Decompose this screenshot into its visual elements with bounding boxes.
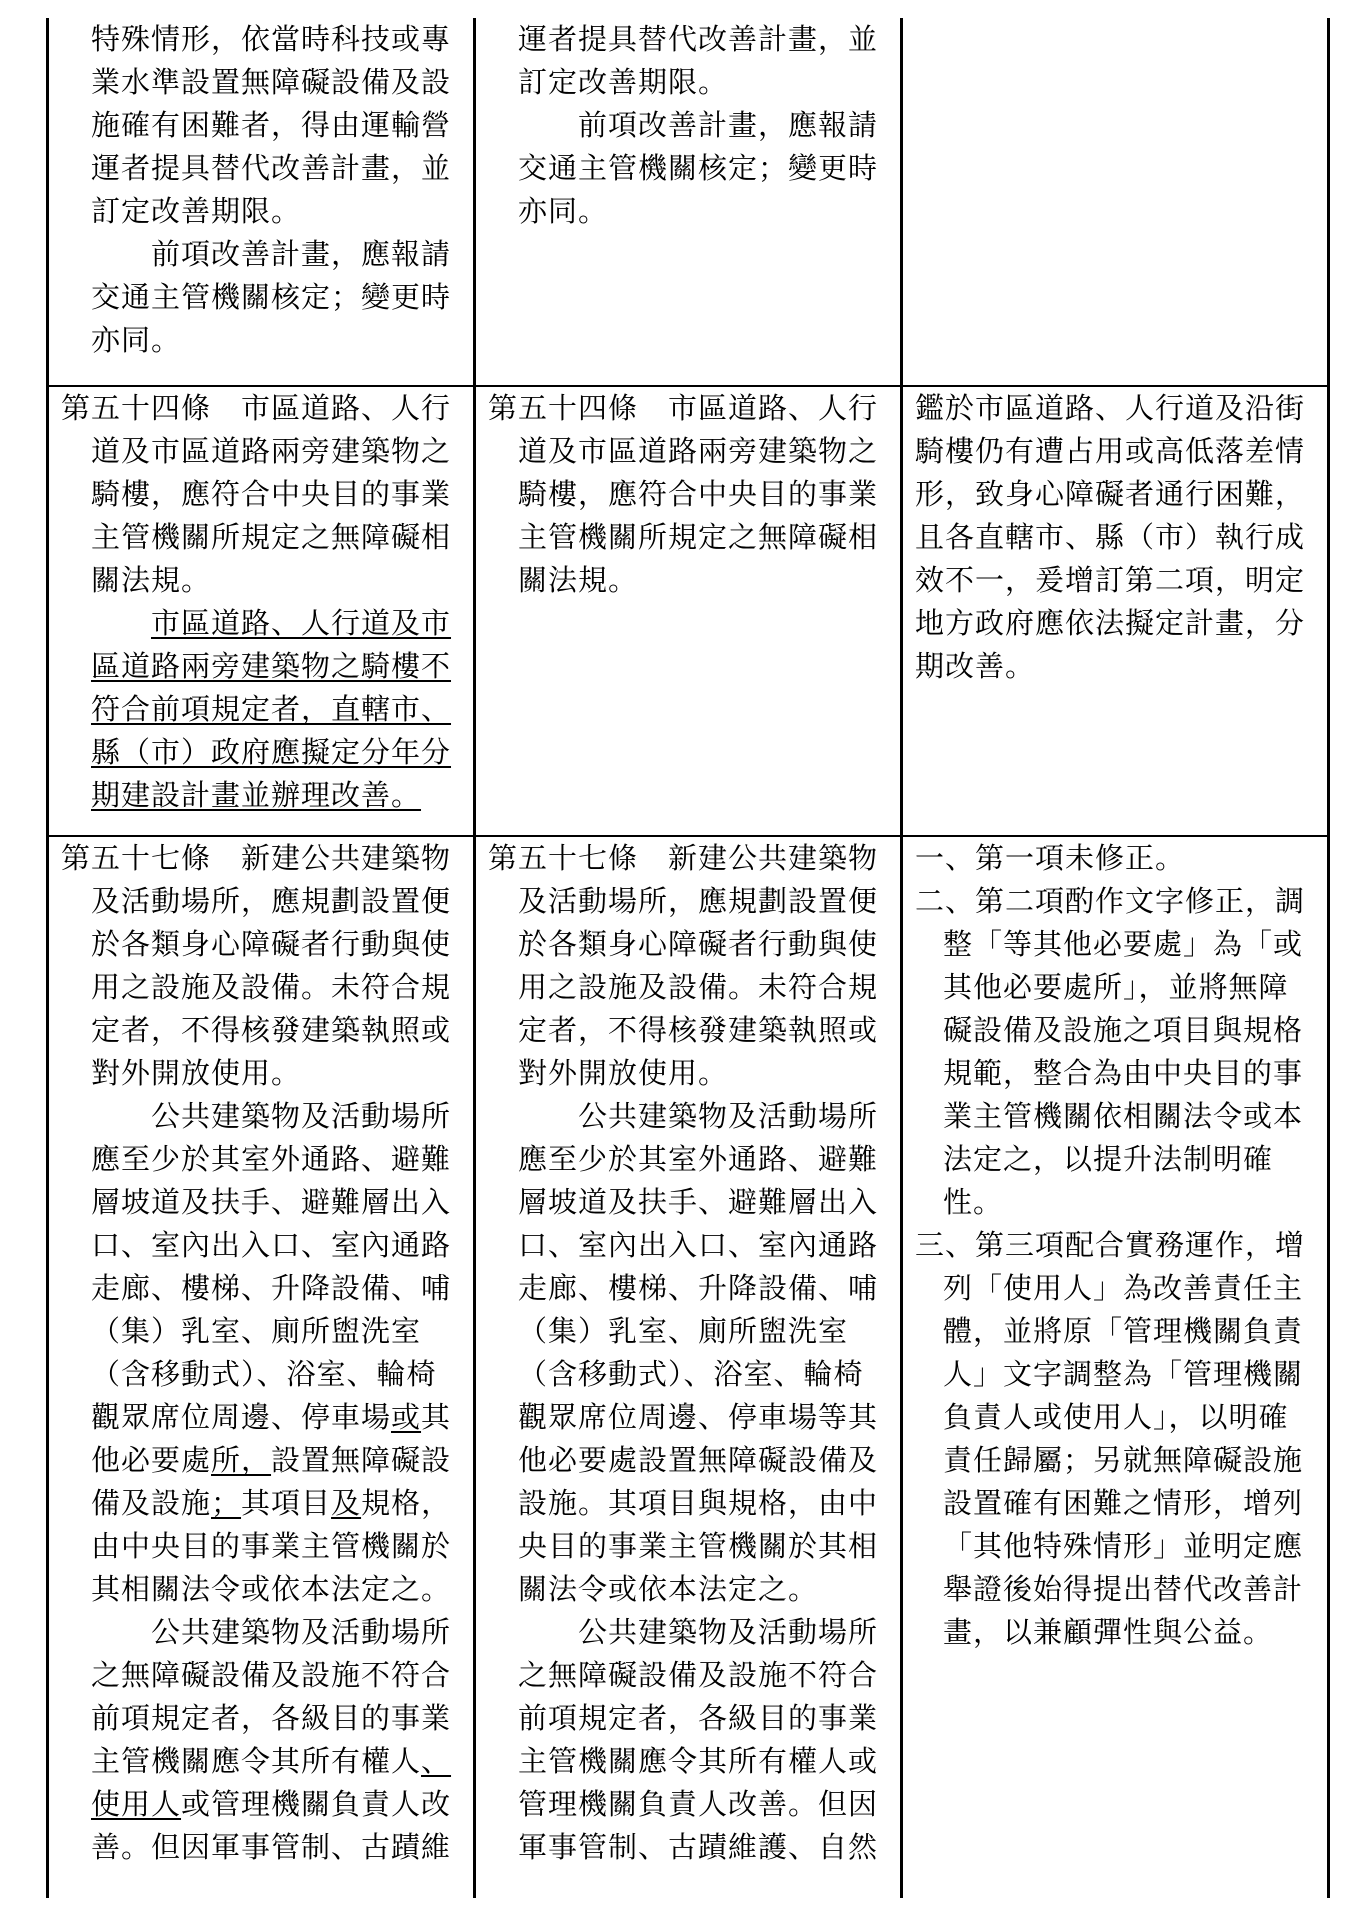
explanation-item: 一、第一項未修正。	[915, 841, 1186, 875]
article-number: 第五十四條	[61, 391, 212, 425]
paragraph-text: 公共建築物及活動場所應至少於其室外通路、避難層坡道及扶手、避難層出入口、室內出入口、室內通路走廊、樓梯、升降設備、哺（集）乳室、廁所盥洗室（含移動式）、浴室、輪椅觀眾席位周邊、停車場	[91, 1099, 452, 1434]
paragraph	[61, 1611, 461, 1869]
paragraph: 前項改善計畫，應報請交通主管機關核定；變更時亦同。	[518, 108, 879, 228]
current-text-cell	[475, 386, 902, 836]
current-text-cell	[475, 18, 902, 386]
explanation-cell	[902, 836, 1329, 1898]
added-text: 所，	[211, 1443, 272, 1477]
paragraph-text: 規格，由中央目的事業主管機關於其相關法令或依本法定之。	[91, 1486, 452, 1606]
paragraph-text: 新建公共建築物及活動場所，應規劃設置便於各類身心障礙者行動與使用之設施及設備。未符合規定者，不得核發建築執照或對外開放使用。	[518, 841, 879, 1090]
amendment-comparison-table	[46, 18, 1330, 1898]
paragraph	[61, 1095, 461, 1611]
explanation-item: 二、第二項酌作文字修正，調整「等其他必要處」為「或其他必要處所」，並將無障礙設備及設施之項目與規格規範，整合為由中央目的事業主管機關依相關法令或本法定之，以提升法制明確性。	[915, 884, 1306, 1219]
paragraph-text: 其他必要處	[91, 1400, 452, 1477]
amended-text-cell	[48, 836, 475, 1898]
explanation-cell	[902, 386, 1329, 836]
current-text-cell	[475, 836, 902, 1898]
paragraph-text: 市區道路、人行道及市區道路兩旁建築物之騎樓，應符合中央目的事業主管機關所規定之無障礙相關法規。	[91, 391, 452, 597]
paragraph	[61, 602, 461, 817]
paragraph-text: 新建公共建築物及活動場所，應規劃設置便於各類身心障礙者行動與使用之設施及設備。未符合規定者，不得核發建築執照或對外開放使用。	[91, 841, 452, 1090]
explanation-item: 三、第三項配合實務運作，增列「使用人」為改善責任主體，並將原「管理機關負責人」文字調整為「管理機關負責人或使用人」，以明確責任歸屬；另就無障礙設施設置確有困難之情形，增列「其他特殊情形」並明定應舉證後始得提出替代改善計畫，以兼顧彈性與公益。	[915, 1228, 1306, 1649]
added-text: 及	[331, 1486, 362, 1520]
explanation-cell	[902, 18, 1329, 386]
article-number: 第五十七條	[488, 841, 639, 875]
article-paragraph	[488, 387, 888, 602]
table-row	[48, 836, 1329, 1898]
explanation-text: 鑑於市區道路、人行道及沿街騎樓仍有遭占用或高低落差情形，致身心障礙者通行困難，且各直轄市、縣（市）執行成效不一，爰增訂第二項，明定地方政府應依法擬定計畫，分期改善。	[915, 391, 1306, 683]
added-text: 或	[391, 1400, 422, 1434]
paragraph-text: 或管理機關負責人改善。但因軍事管制、古蹟維	[91, 1787, 452, 1864]
paragraph: 公共建築物及活動場所之無障礙設備及設施不符合前項規定者，各級目的事業主管機關應令其所有權人或管理機關負責人改善。但因軍事管制、古蹟維護、自然	[518, 1615, 879, 1864]
paragraph-text: 市區道路、人行道及市區道路兩旁建築物之騎樓，應符合中央目的事業主管機關所規定之無障礙相關法規。	[518, 391, 879, 597]
paragraph-text: 設置無障礙設備及設施	[91, 1443, 452, 1520]
added-text: 市區道路、人行道及市區道路兩旁建築物之騎樓不符合前項規定者，直轄市、縣（市）政府應擬定分年分期建設計畫並辦理改善。	[91, 606, 452, 812]
paragraph: 前項改善計畫，應報請交通主管機關核定；變更時亦同。	[91, 237, 452, 357]
amended-text-cell	[48, 18, 475, 386]
added-text: ；	[211, 1486, 242, 1520]
article-paragraph	[61, 387, 461, 602]
article-paragraph	[61, 837, 461, 1095]
paragraph: 特殊情形，依當時科技或專業水準設置無障礙設備及設施確有困難者，得由運輸營運者提具替代改善計畫，並訂定改善期限。	[91, 22, 452, 228]
comparison-page	[46, 18, 1327, 1898]
table-row	[48, 386, 1329, 836]
added-text: 、使用人	[91, 1744, 452, 1821]
paragraph: 運者提具替代改善計畫，並訂定改善期限。	[518, 22, 879, 99]
paragraph: 公共建築物及活動場所應至少於其室外通路、避難層坡道及扶手、避難層出入口、室內出入口、室內通路走廊、樓梯、升降設備、哺（集）乳室、廁所盥洗室（含移動式）、浴室、輪椅觀眾席位周邊、停車場等其他必要處設置無障礙設備及設施。其項目與規格，由中央目的事業主管機關於其相關法令或依本法定之。	[518, 1099, 879, 1606]
article-paragraph	[488, 837, 888, 1095]
amended-text-cell	[48, 386, 475, 836]
article-number: 第五十四條	[488, 391, 639, 425]
article-number: 第五十七條	[61, 841, 212, 875]
paragraph-text: 公共建築物及活動場所之無障礙設備及設施不符合前項規定者，各級目的事業主管機關應令其所有權人	[91, 1615, 452, 1778]
table-row	[48, 18, 1329, 386]
paragraph-text: 其項目	[241, 1486, 332, 1520]
